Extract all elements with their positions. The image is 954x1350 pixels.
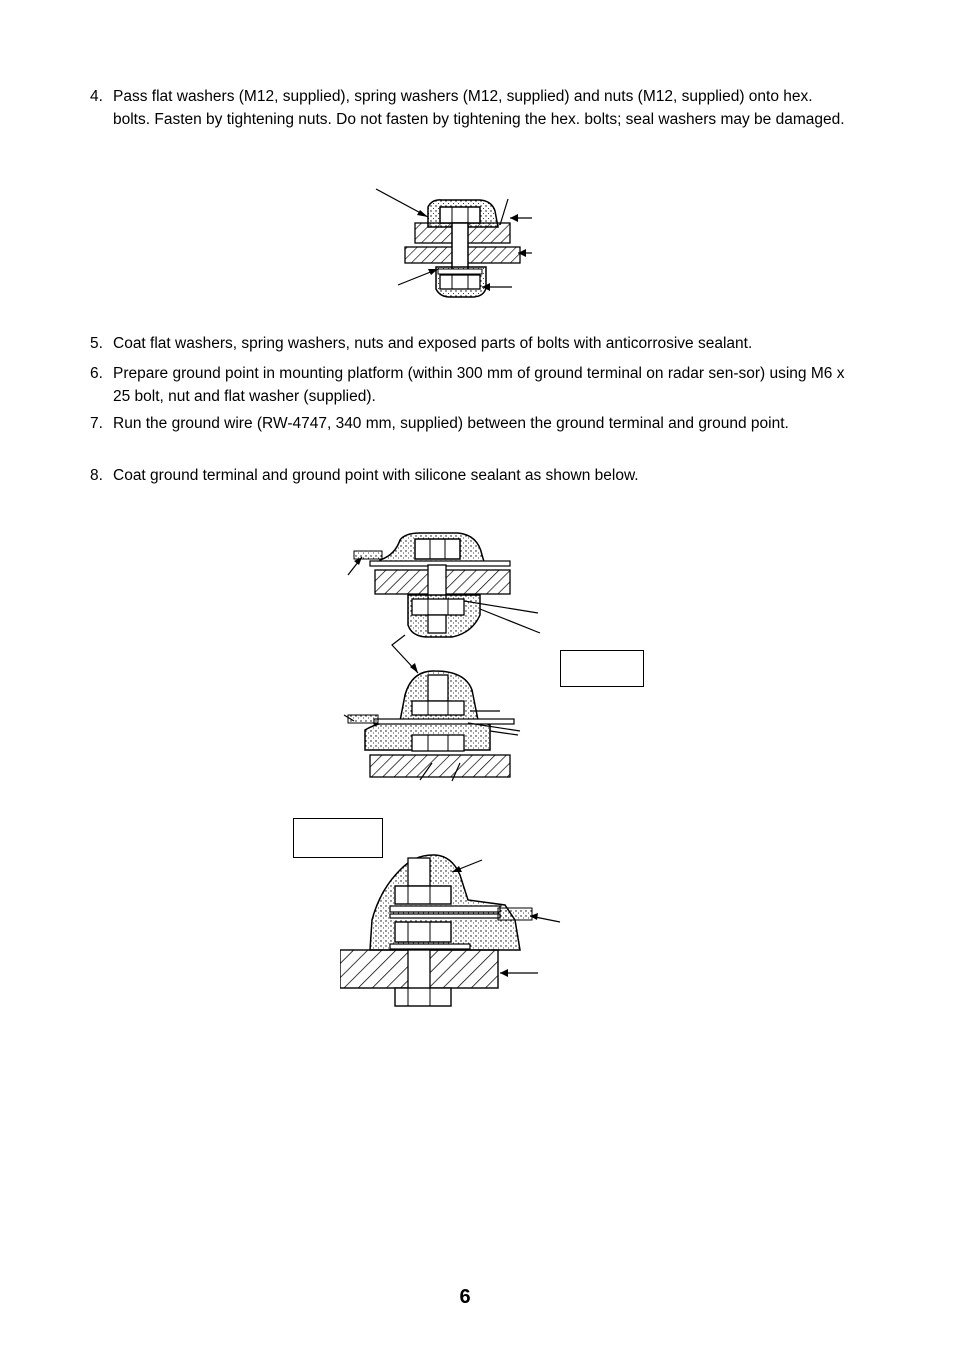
step-text: Coat ground terminal and ground point with silicone sealant as shown below. xyxy=(113,467,639,484)
figure-label-box-right xyxy=(560,650,644,687)
step-7 xyxy=(90,412,850,435)
page-number: 6 xyxy=(459,1286,471,1308)
step-8 xyxy=(90,464,850,487)
step-4 xyxy=(90,85,850,131)
step-number: 4. xyxy=(90,88,103,105)
ground-terminal-sealant-figure xyxy=(340,525,550,790)
step-number: 5. xyxy=(90,335,103,352)
step-6 xyxy=(90,362,850,408)
step-text: Run the ground wire (RW-4747, 340 mm, supplied) between the ground terminal and ground point. xyxy=(113,415,789,432)
step-text: Prepare ground point in mounting platform (within 300 mm of ground terminal on radar sen-sor) using M6 x 25 bolt, nut and flat washer (supplied). xyxy=(113,365,845,405)
step-text: Coat flat washers, spring washers, nuts and exposed parts of bolts with anticorrosive sealant. xyxy=(113,335,753,352)
step-text: Pass flat washers (M12, supplied), spring washers (M12, supplied) and nuts (M12, supplied) onto hex. bolts. Fasten by tightening nuts. Do not fasten by tightening the hex. bolts; seal washers may be damaged. xyxy=(113,88,845,128)
bolt-fastening-figure xyxy=(370,185,550,305)
ground-point-sealant-figure xyxy=(340,850,565,1015)
step-number: 7. xyxy=(90,415,103,432)
step-5 xyxy=(90,332,850,355)
step-number: 6. xyxy=(90,365,103,382)
step-number: 8. xyxy=(90,467,103,484)
